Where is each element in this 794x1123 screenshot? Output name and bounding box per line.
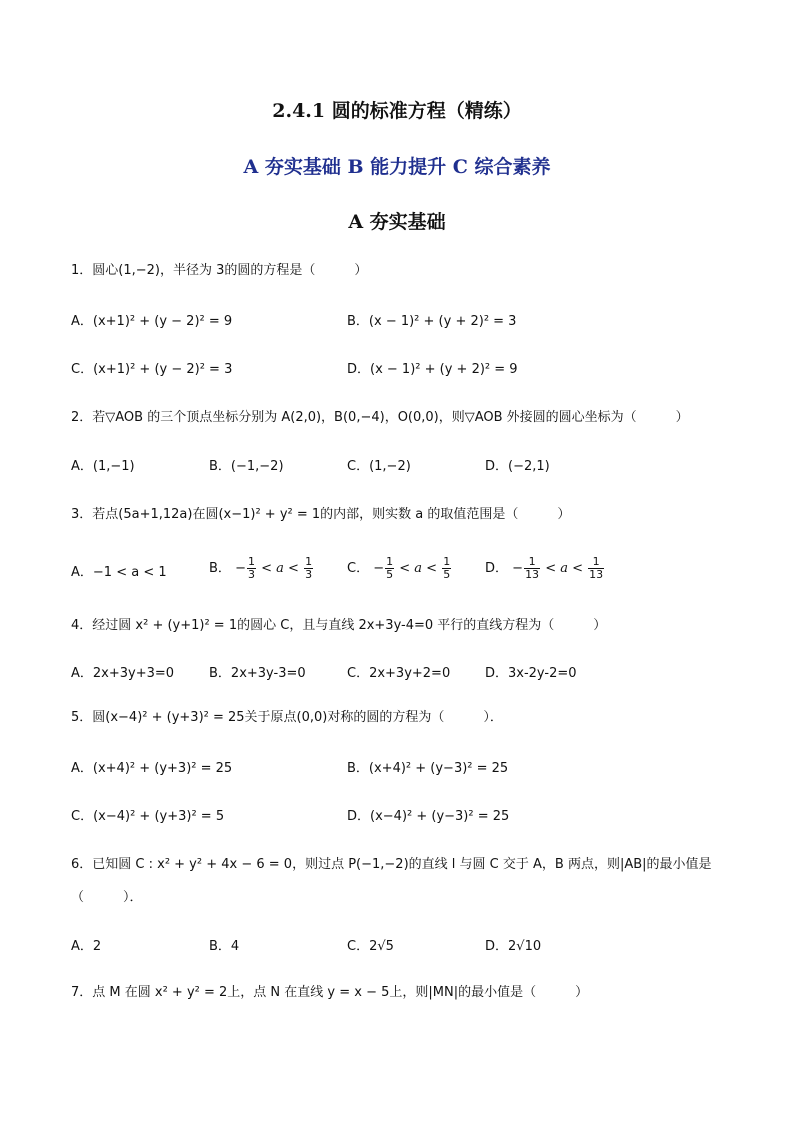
question-5-option-b: B．(x+4)² + (y−3)² = 25 [347,761,509,776]
question-3-option-a: A．−1 < a < 1 [71,565,167,580]
question-4-option-c: C．2x+3y+2=0 [347,666,451,681]
question-3-stem: 3．若点(5a+1,12a)在圆(x−1)² + y² = 1的内部，则实数 a 的取值范围是（ ） [71,507,571,522]
question-6-option-a: A．2 [71,939,102,954]
question-6-stem-continued: （ ）． [71,890,143,905]
fraction: $\frac{1}{3}$ [305,555,313,581]
document-title: 2.4.1 圆的标准方程（精练） [272,100,522,122]
option-letter: B． [209,561,231,576]
question-3-option-b: B． − $\frac{1}{3}$ < a < $\frac{1}{3}$ [209,555,313,581]
question-3-option-d: D． − $\frac{1}{13}$ < a < $\frac{1}{13}$ [485,555,604,581]
question-3-option-c: C． − $\frac{1}{5}$ < a < $\frac{1}{5}$ [347,555,451,581]
question-2-option-a: A．(1,−1) [71,459,135,474]
question-4-option-b: B．2x+3y-3=0 [209,666,306,681]
question-4-stem: 4．经过圆 x² + (y+1)² = 1的圆心 C，且与直线 2x+3y-4=0 平行的直线方程为（ ） [71,618,607,633]
question-2-option-d: D．(−2,1) [485,459,550,474]
question-4-option-d: D．3x-2y-2=0 [485,666,577,681]
question-2-stem: 2．若▽AOB 的三个顶点坐标分别为 A(2,0)，B(0,−4)，O(0,0)，则▽AOB 外接圆的圆心坐标为（ ） [71,410,689,425]
question-6-option-c: C．2√5 [347,939,394,954]
question-2-option-b: B．(−1,−2) [209,459,284,474]
question-5-option-d: D．(x−4)² + (y−3)² = 25 [347,809,510,824]
question-7-stem: 7．点 M 在圆 x² + y² = 2上，点 N 在直线 y = x − 5上，则|MN|的最小值是（ ） [71,985,589,1000]
fraction: $\frac{1}{5}$ [386,555,394,581]
fraction: $\frac{1}{3}$ [247,555,255,581]
fraction: $\frac{1}{13}$ [525,555,540,581]
question-1-option-d: D．(x − 1)² + (y + 2)² = 9 [347,362,518,377]
question-1-option-c: C．(x+1)² + (y − 2)² = 3 [71,362,233,377]
question-1-option-b: B．(x − 1)² + (y + 2)² = 3 [347,314,517,329]
question-5-stem: 5．圆(x−4)² + (y+3)² = 25关于原点(0,0)对称的圆的方程为（ ）． [71,710,503,725]
question-5-option-a: A．(x+4)² + (y+3)² = 25 [71,761,233,776]
option-letter: D． [485,561,509,576]
question-1-stem: 1．圆心(1,−2)，半径为 3的圆的方程是（ ） [71,263,368,278]
fraction: $\frac{1}{13}$ [589,555,604,581]
option-letter: C． [347,561,370,576]
question-6-stem: 6．已知圆 C : x² + y² + 4x − 6 = 0，则过点 P(−1,−2)的直线 l 与圆 C 交于 A，B 两点，则|AB|的最小值是 [71,857,712,872]
question-4-option-a: A．2x+3y+3=0 [71,666,175,681]
fraction: $\frac{1}{5}$ [443,555,451,581]
question-2-option-c: C．(1,−2) [347,459,411,474]
question-6-option-d: D．2√10 [485,939,542,954]
section-heading: A 夯实基础 [348,211,446,233]
question-6-option-b: B．4 [209,939,240,954]
question-1-option-a: A．(x+1)² + (y − 2)² = 9 [71,314,233,329]
document-subtitle: A 夯实基础 B 能力提升 C 综合素养 [243,156,551,178]
question-5-option-c: C．(x−4)² + (y+3)² = 5 [71,809,225,824]
